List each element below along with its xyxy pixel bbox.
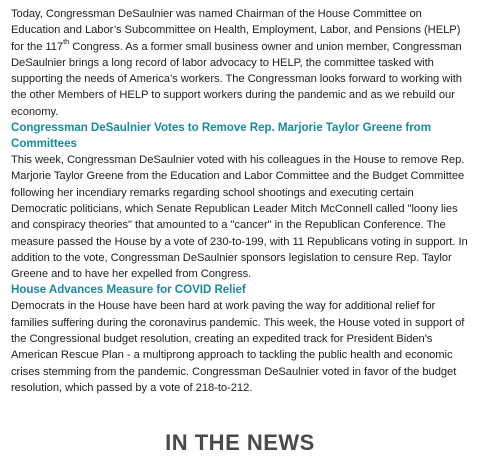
intro-text-end: Congress. As a former small business owner and union member, Congressman DeSaulnier brings a long record of labor advocacy to HELP, the committee tasked with supporting the needs of America’s workers. The Congressman looks forward to working with the other Members of HELP to support workers during the pandemic and as we rebuild our economy. <box>11 40 462 118</box>
intro-text-start: Today, Congressman DeSaulnier was named Chairman of the House Committee on Education and Labor’s Subcommittee on Health, Employment, Labor, and Pensions (HELP) for the 117 <box>11 8 461 53</box>
section-heading-covid-relief: House Advances Measure for COVID Relief <box>11 283 246 297</box>
intro-paragraph <box>11 6 469 120</box>
section-body-covid-relief: Democrats in the House have been hard at work paving the way for additional relief for families suffering during the coronavirus pandemic. This week, the House voted in support of the Congressional budget resolution, creating an expedited track for President Biden's American Rescue Plan - a multiprong approach to tackling the public health and economic crises stemming from the pandemic. Congressman DeSaulnier voted in favor of the budget resolution, which passed by a vote of 218-to-212. <box>11 300 465 394</box>
ordinal-suffix: th <box>63 36 70 46</box>
in-the-news-heading: IN THE NEWS <box>165 430 315 455</box>
section-body-greene-vote: This week, Congressman DeSaulnier voted with his colleagues in the House to remove Rep. Marjorie Taylor Greene from the Education and Labor Committee and the Budget Committee following her incendiary remarks regarding school shootings and executing certain Democratic politicians, which Senate Republican Leader Mitch McConnell called "loony lies and conspiracy theories" that amounted to a "cancer" in the Republican Conference. The measure passed the House by a vote of 230-to-199, with 11 Republicans voting in support. In addition to the vote, Congressman DeSaulnier sponsors legislation to censure Rep. Taylor Greene and to have her expelled from Congress. <box>11 154 468 281</box>
section-heading-greene-vote: Congressman DeSaulnier Votes to Remove Rep. Marjorie Taylor Greene from Committees <box>11 121 431 151</box>
